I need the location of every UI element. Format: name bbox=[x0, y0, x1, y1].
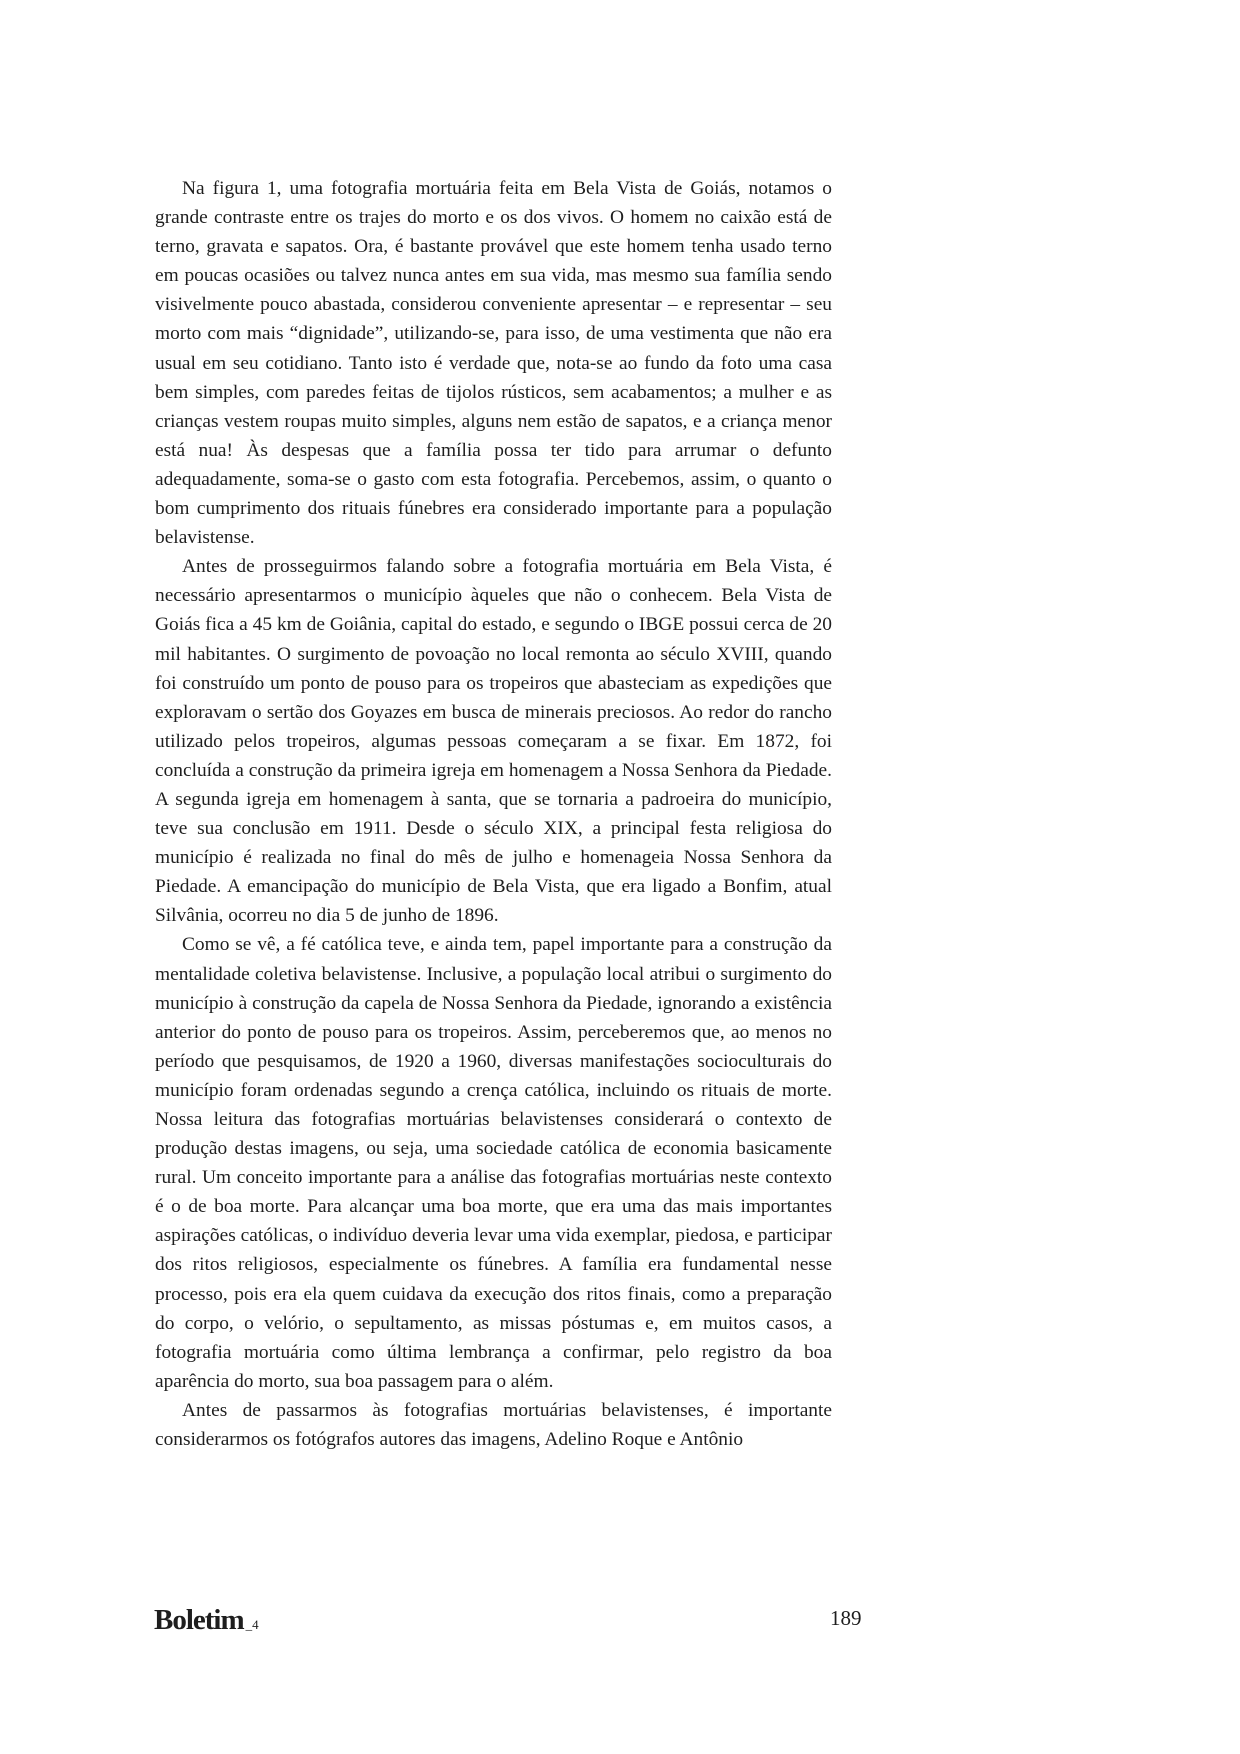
boletim-logo bbox=[154, 1604, 259, 1637]
paragraph-4: Antes de passarmos às fotografias mortuárias belavistenses, é importante considerarmos os fotógrafos autores das imagens, Adelino Roque e Antônio bbox=[155, 1399, 832, 1451]
paragraph-1: Na figura 1, uma fotografia mortuária feita em Bela Vista de Goiás, notamos o grande contraste entre os trajes do morto e os dos vivos. O homem no caixão está de terno, gravata e sapatos. Ora, é bastante provável que este homem tenha usado terno em poucas ocasiões ou talvez nunca antes em sua vida, mas mesmo sua família sendo visivelmente pouco abastada, considerou conveniente apresentar – e representar – seu morto com mais “dignidade”, utilizando-se, para isso, de uma vestimenta que não era usual em seu cotidiano. Tanto isto é verdade que, nota-se ao fundo da foto uma casa bem simples, com paredes feitas de tijolos rústicos, sem acabamentos; a mulher e as crianças vestem roupas muito simples, alguns nem estão de sapatos, e a criança menor está nua! Às despesas que a família possa ter tido para arrumar o defunto adequadamente, soma-se o gasto com esta fotografia. Percebemos, assim, o quanto o bom cumprimento dos rituais fúnebres era considerado importante para a população belavistense. bbox=[155, 178, 832, 549]
page-body bbox=[155, 174, 832, 1454]
paragraph-2: Antes de prosseguirmos falando sobre a fotografia mortuária em Bela Vista, é necessário apresentarmos o município àqueles que não o conhecem. Bela Vista de Goiás fica a 45 km de Goiânia, capital do estado, e segundo o IBGE possui cerca de 20 mil habitantes. O surgimento de povoação no local remonta ao século XVIII, quando foi construído um ponto de pouso para os tropeiros que abasteciam as expedições que exploravam o sertão dos Goyazes em busca de minerais preciosos. Ao redor do rancho utilizado pelos tropeiros, algumas pessoas começaram a se fixar. Em 1872, foi concluída a construção da primeira igreja em homenagem a Nossa Senhora da Piedade. A segunda igreja em homenagem à santa, que se tornaria a padroeira do município, teve sua conclusão em 1911. Desde o século XIX, a principal festa religiosa do município é realizada no final do mês de julho e homenageia Nossa Senhora da Piedade. A emancipação do município de Bela Vista, que era ligado a Bonfim, atual Silvânia, ocorreu no dia 5 de junho de 1896. bbox=[155, 556, 832, 927]
page-number: 189 bbox=[830, 1606, 862, 1630]
paragraph-3: Como se vê, a fé católica teve, e ainda tem, papel importante para a construção da mentalidade coletiva belavistense. Inclusive, a população local atribui o surgimento do município à construção da capela de Nossa Senhora da Piedade, ignorando a existência anterior do ponto de pouso para os tropeiros. Assim, perceberemos que, ao menos no período que pesquisamos, de 1920 a 1960, diversas manifestações socioculturais do município foram ordenadas segundo a crença católica, incluindo os rituais de morte. Nossa leitura das fotografias mortuárias belavistenses considerará o contexto de produção destas imagens, ou seja, uma sociedade católica de economia basicamente rural. Um conceito importante para a análise das fotografias mortuárias neste contexto é o de boa morte. Para alcançar uma boa morte, que era uma das mais importantes aspirações católicas, o indivíduo deveria levar uma vida exemplar, piedosa, e participar dos ritos religiosos, especialmente os fúnebres. A família era fundamental nesse processo, pois era ela quem cuidava da execução dos ritos finais, como a preparação do corpo, o velório, o sepultamento, as missas póstumas e, em muitos casos, a fotografia mortuária como última lembrança a confirmar, pelo registro da boa aparência do morto, sua boa passagem para o além. bbox=[155, 934, 832, 1392]
logo-text: Boletim bbox=[154, 1604, 244, 1636]
logo-issue: _4 bbox=[245, 1617, 259, 1632]
